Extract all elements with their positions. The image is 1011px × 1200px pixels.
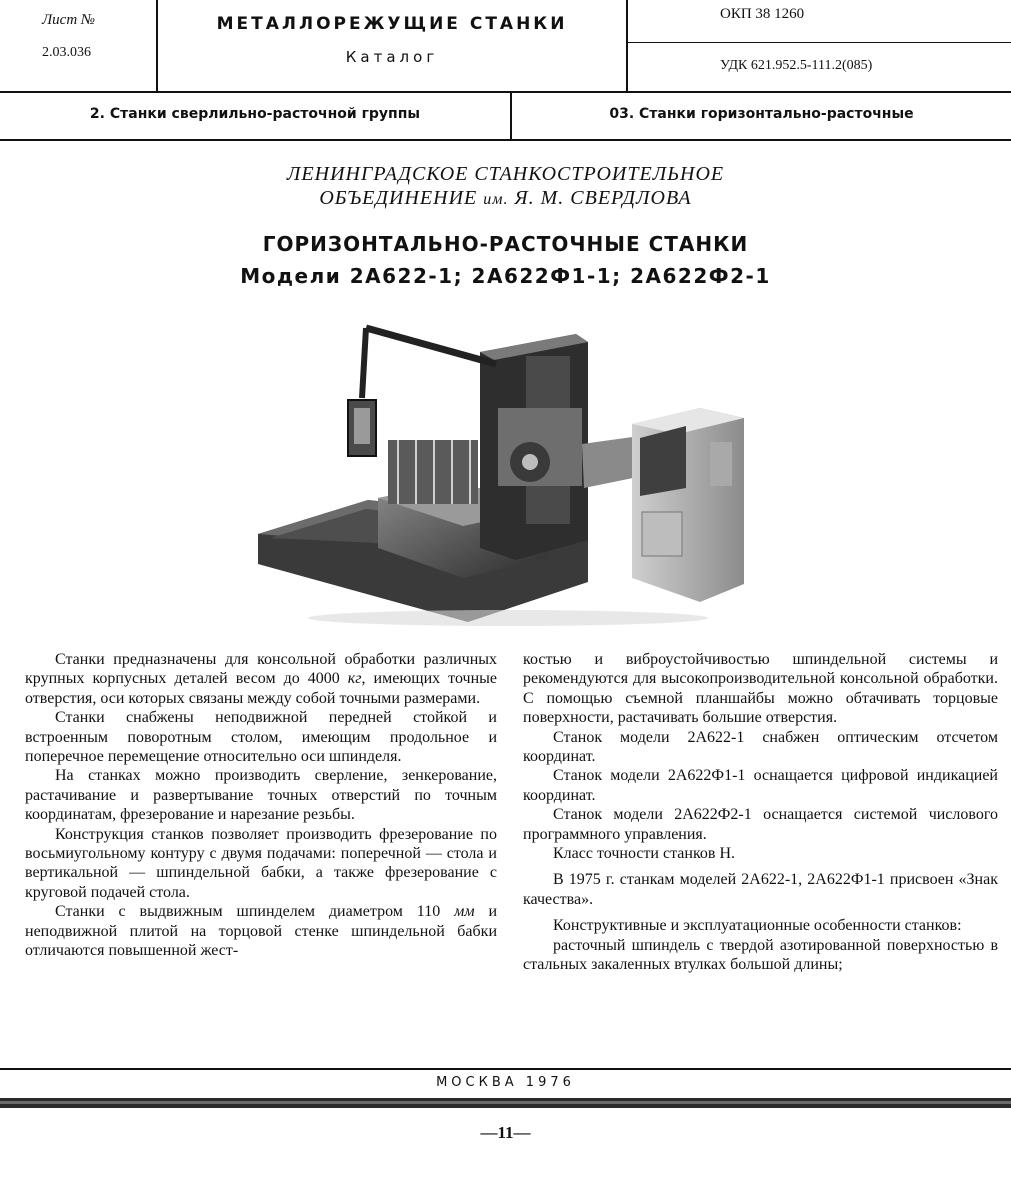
catalog-header — [0, 0, 1011, 93]
udk-code: УДК 621.952.5-111.2(085) — [720, 58, 873, 73]
paragraph — [25, 650, 497, 708]
organization-name: Я. М. СВЕРДЛОВА — [514, 187, 692, 209]
paragraph: В 1975 г. станкам моделей 2А622-1, 2А622Ф1-1 присвоен «Знак качества». — [523, 871, 998, 908]
section-group: 2. Станки сверлильно-расточной группы — [89, 106, 421, 122]
organization-abbr: им. — [483, 191, 509, 208]
paragraph — [25, 902, 497, 960]
paragraph: Станок модели 2А622-1 снабжен оптическим отсчетом координат. — [523, 728, 998, 766]
paragraph: расточный шпиндель с твердой азотированной поверхностью в стальных закаленных втулках большой длины; — [523, 936, 998, 974]
paragraph: Конструкция станков позволяет производить фрезерование по восьмиугольному контуру с двумя подачами: поперечной — стола и вертикальной — шпиндельной бабки, а также фрезерование с круговой подачей стола. — [25, 825, 497, 901]
document-title: ГОРИЗОНТАЛЬНО-РАСТОЧНЫЕ СТАНКИ — [262, 232, 749, 256]
scan-edge-band — [0, 1096, 1011, 1110]
catalog-subtitle: Каталог — [345, 48, 439, 66]
footer-rule — [0, 1068, 1011, 1070]
sheet-number: 2.03.036 — [42, 45, 91, 60]
paragraph-text: и неподвижной плитой на торцовой стенке шпиндельной бабки отличаются повышенной жест- — [25, 903, 498, 960]
page-number: —11— — [480, 1123, 531, 1142]
header-divider — [626, 0, 628, 91]
organization-line-2 — [0, 187, 1011, 210]
model-list: Модели 2А622-1; 2А622Ф1-1; 2А622Ф2-1 — [240, 264, 771, 288]
header-divider — [628, 42, 1011, 43]
section-subgroup: 03. Станки горизонтально-расточные — [609, 106, 914, 122]
paragraph: Класс точности станков Н. — [553, 845, 736, 863]
paragraph: костью и виброустойчивостью шпиндельной системы и рекомендуются для высокопроизводительной консольной обработки. С помощью съемной планшайбы можно обтачивать торцовые поверхности, растачивать большие отверстия. — [523, 651, 998, 727]
machine-photo — [258, 312, 758, 632]
paragraph: На станках можно производить сверление, зенкерование, растачивание и развертывание точных отверстий по точным координатам, фрезерование и нарезание резьбы. — [25, 767, 497, 824]
unit-mm: мм — [454, 903, 475, 921]
unit-kg: кг — [347, 670, 362, 688]
okp-code: ОКП 38 1260 — [720, 6, 805, 22]
paragraph-text: , имеющих точные отверстия, оси которых связаны между собой точными размерами. — [25, 670, 498, 707]
paragraph: Станок модели 2А622Ф2-1 оснащается системой числового программного управления. — [523, 806, 998, 843]
publication-place-year: МОСКВА 1976 — [436, 1075, 575, 1090]
text-column-right — [523, 650, 998, 975]
sheet-label: Лист № — [42, 12, 96, 28]
organization-line-1: ЛЕНИНГРАДСКОЕ СТАНКОСТРОИТЕЛЬНОЕ — [286, 163, 725, 185]
paragraph: Станок модели 2А622Ф1-1 оснащается цифровой индикацией координат. — [523, 767, 998, 804]
paragraph: Станки снабжены неподвижной передней стойкой и встроенным поворотным столом, имеющим продольное и поперечное перемещение относительно оси шпинделя. — [25, 709, 497, 766]
organization-prefix: ОБЪЕДИНЕНИЕ — [319, 187, 478, 209]
text-column-left — [25, 650, 497, 961]
section-bar — [0, 93, 1011, 141]
paragraph-text: Станки предназначены для консольной обработки различных крупных корпусных деталей весом до 4000 — [25, 651, 497, 688]
paragraph: Конструктивные и эксплуатационные особенности станков: — [553, 917, 962, 935]
catalog-title: МЕТАЛЛОРЕЖУЩИЕ СТАНКИ — [216, 14, 568, 34]
paragraph-text: Станки с выдвижным шпинделем диаметром 110 — [55, 903, 441, 921]
